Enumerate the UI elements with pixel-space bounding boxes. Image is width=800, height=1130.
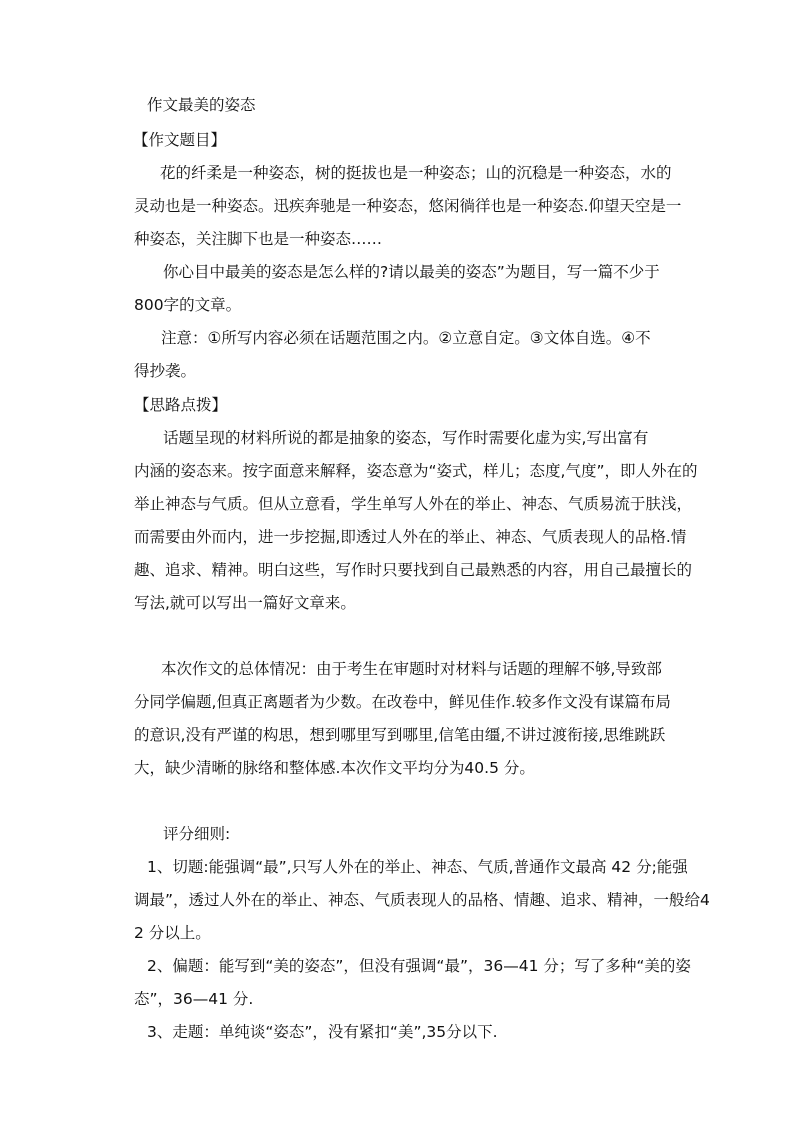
- topic-paragraph-3-line-2: 得抄袭。: [134, 362, 197, 380]
- topic-paragraph-3-line-1: 注意：①所写内容必须在话题范围之内。②立意自定。③文体自选。④不: [161, 329, 651, 347]
- section-heading-hint: 【思路点拨】: [134, 396, 228, 414]
- rubric-item-2-line-1: 2、偏题：能写到“美的姿态”，但没有强调“最”，36—41 分；写了多种“美的姿: [147, 957, 691, 975]
- rubric-heading: 评分细则:: [163, 825, 231, 843]
- hint-paragraph-line-3: 举止神态与气质。但从立意看，学生单写人外在的举止、神态、气质易流于肤浅，: [134, 495, 693, 513]
- rubric-item-2-line-2: 态”，36—41 分.: [134, 990, 254, 1008]
- topic-paragraph-1-line-1: 花的纤柔是一种姿态，树的挺拔也是一种姿态；山的沉稳是一种姿态，水的: [160, 164, 672, 182]
- rubric-item-3-line-1: 3、走题：单纯谈“姿态”，没有紧扣“美”,35分以下.: [147, 1023, 498, 1041]
- summary-paragraph-line-1: 本次作文的总体情况：由于考生在审题时对材料与话题的理解不够,导致部: [161, 660, 662, 678]
- topic-paragraph-1-line-3: 种姿态，关注脚下也是一种姿态……: [134, 230, 383, 248]
- summary-paragraph-line-4: 大，缺少清晰的脉络和整体感.本次作文平均分为40.5 分。: [134, 759, 535, 777]
- section-heading-topic: 【作文题目】: [133, 131, 227, 149]
- topic-paragraph-2-line-2: 800字的文章。: [134, 296, 242, 314]
- hint-paragraph-line-6: 写法,就可以写出一篇好文章来。: [134, 594, 356, 612]
- topic-paragraph-1-line-2: 灵动也是一种姿态。迅疾奔驰是一种姿态，悠闲徜徉也是一种姿态.仰望天空是一: [134, 197, 682, 215]
- topic-paragraph-2-line-1: 你心目中最美的姿态是怎么样的?请以最美的姿态”为题目，写一篇不少于: [163, 263, 660, 281]
- hint-paragraph-line-2: 内涵的姿态来。按字面意来解释，姿态意为“姿式，样儿；态度,气度”，即人外在的: [134, 462, 698, 480]
- hint-paragraph-line-1: 话题呈现的材料所说的都是抽象的姿态，写作时需要化虚为实,写出富有: [163, 429, 649, 447]
- rubric-item-1-line-2: 调最”，透过人外在的举止、神态、气质表现人的品格、情趣、追求、精神，一般给4: [134, 891, 710, 909]
- hint-paragraph-line-4: 而需要由外而内，进一步挖掘,即透过人外在的举止、神态、气质表现人的品格.情: [134, 528, 687, 546]
- rubric-item-1-line-3: 2 分以上。: [134, 924, 211, 942]
- document-title: 作文最美的姿态: [147, 96, 256, 114]
- hint-paragraph-line-5: 趣、追求、精神。明白这些，写作时只要找到自己最熟悉的内容，用自己最擅长的: [134, 561, 693, 579]
- rubric-item-1-line-1: 1、切题:能强调“最”,只写人外在的举止、神态、气质,普通作文最高 42 分;能强: [147, 858, 688, 876]
- summary-paragraph-line-3: 的意识,没有严谨的构思，想到哪里写到哪里,信笔由缰,不讲过渡衔接,思维跳跃: [134, 726, 666, 744]
- summary-paragraph-line-2: 分同学偏题,但真正离题者为少数。在改卷中，鲜见佳作.较多作文没有谋篇布局: [134, 693, 671, 711]
